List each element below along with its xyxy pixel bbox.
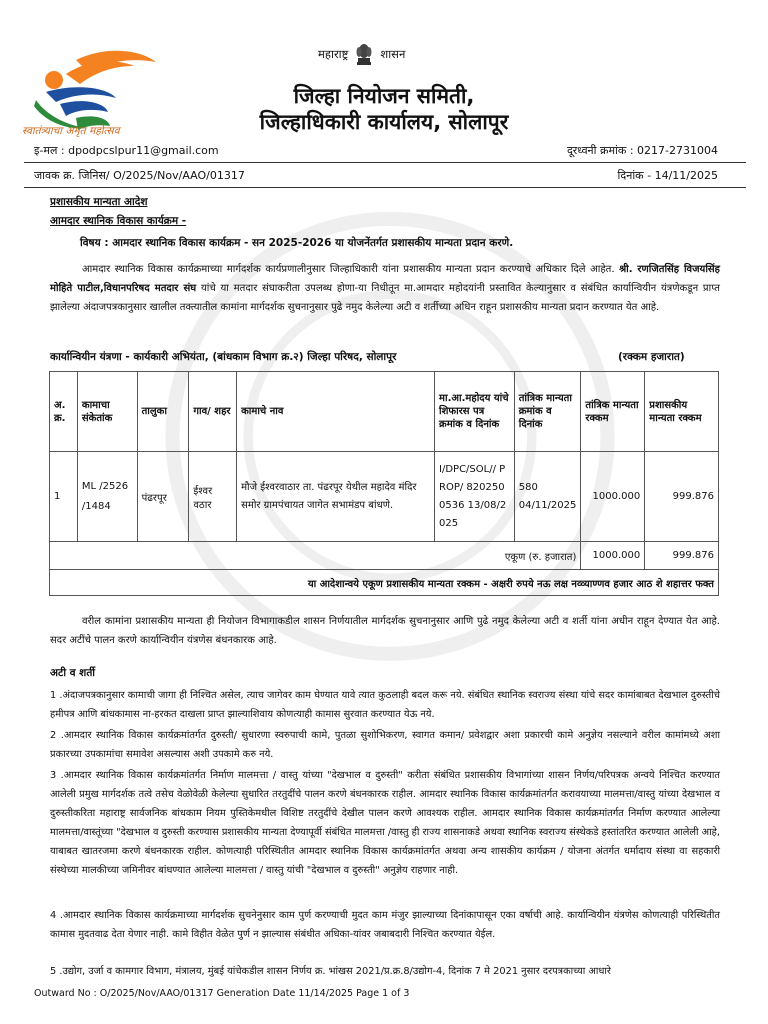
cell-village: ईश्वर वठार [189, 452, 237, 542]
logo-caption: स्वातंत्र्याचा अमृत महोत्सव [22, 125, 120, 137]
table-header-row [50, 372, 719, 452]
phone-line: दूरध्वनी क्रमांक : 0217-2731004 [566, 144, 718, 157]
office-title-line1: जिल्हा नियोजन समिती, [293, 84, 475, 108]
works-table [49, 371, 719, 596]
condition-item: 1 .अंदाजपत्रकानुसार कामाची जागा ही निश्चित असेल, त्याच जागेवर काम घेण्यात यावे त्यात कुठलाही बदल करू नये. संबंधित स्थानिक स्वराज्य संस्था यांचे सदर कामांबाबत देखभाल दुरुस्तीचे हमीपत्र आणि बांधकामास ना-हरकत दाखला प्राप्त झाल्याशिवाय कोणत्याही कामास सुरवात करण्यात येऊ नये. [50, 690, 720, 720]
divider [24, 162, 746, 163]
cell-code: ML /2526 /1484 [77, 452, 137, 542]
state-government-line [318, 40, 405, 68]
amount-in-words: या आदेशान्वये एकूण प्रशासकीय मान्यता रक्कम - अक्षरी रुपये नऊ लक्ष नव्व्याण्णव हजार आठ शे शहात्तर फक्त [50, 570, 719, 596]
header-village: गाव/ शहर [189, 372, 237, 452]
scheme-title: आमदार स्थानिक विकास कार्यक्रम - [50, 215, 187, 227]
total-admin-amount: 999.876 [645, 542, 719, 570]
cell-admin-amount: 999.876 [645, 452, 719, 542]
header-tech-sanction-no: तांत्रिक मान्यता क्रमांक व दिनांक [514, 372, 581, 452]
implementing-agency: कार्यान्वियीन यंत्रणा - कार्यकारी अभियंता, (बांधकाम विभाग क्र.२) जिल्हा परिषद, सोलापूर [50, 351, 397, 363]
intro-text-a: आमदार स्थानिक विकास कार्यक्रमाच्या मार्गदर्शक कार्यप्रणालीनुसार जिल्हाधिकारी यांना प्रशासकीय मान्यता प्रदान करण्याचे अधिकार दिले आहेत. [82, 264, 620, 275]
page-footer: Outward No : O/2025/Nov/AAO/01317 Generation Date 11/14/2025 Page 1 of 3 [34, 988, 410, 999]
after-table-paragraph: वरील कामांना प्रशासकीय मान्यता ही नियोजन विभागाकडील शासन निर्णयातील मार्गदर्शक सुचनानुसार आणि पुढे नमुद केलेल्या अटी व शर्ती यांना अधीन राहून देण्यात येत आहे. सदर अटींचे पालन करणे कार्यान्वियीन यंत्रणेस बंधनकारक आहे. [50, 616, 720, 646]
header-work-name: कामाचे नाव [237, 372, 435, 452]
cell-work-name: मौजे ईश्वरवाठार ता. पंढरपूर येथील महादेव मंदिर समोर ग्रामपंचायत जागेत सभामंडप बांधणे. [237, 452, 435, 542]
header-code: कामाचा संकेतांक [77, 372, 137, 452]
header-recommendation: मा.आ.महोदय यांचे शिफारस पत्र क्रमांक व दिनांक [435, 372, 515, 452]
intro-paragraph [50, 260, 720, 317]
cell-recommendation: I/DPC/SOL// PROP/ 8202500536 13/08/2025 [435, 452, 515, 542]
cell-tech-sanction-no: 580 04/11/2025 [514, 452, 581, 542]
mla-name: श्री. रणजितसिंह विजयसिंह मोहिते पाटील,विधानपरिषद मतदार संघ [50, 264, 720, 294]
condition-item: 3 .आमदार स्थानिक विकास कार्यक्रमांतर्गत निर्माण मालमत्ता / वास्तु यांच्या "देखभाल व दुरुस्ती" करीता संबंधित प्रशासकीय विभागांच्या शासन निर्णय/परिपत्रक अन्वये निश्चित करण्यात आलेली प्रमुख मार्गदर्शक तत्वे तसेच वेळोवेळी केलेल्या सुधारित तरतुदींचे पालन करणे बंधनकारक राहील. आमदार स्थानिक विकास कार्यक्रमांतर्गत करावयाच्या मालमत्ता/वास्तु यांच्या देखभाल व दुरुस्तीकरिता महाराष्ट्र सार्वजनिक बांधकाम नियम पुस्तिकेमधील विशिष्ट तरतुदींचे देखील पालन करणे आवश्यक राहील. आमदार स्थानिक विकास कार्यक्रमांतर्गत निर्माण करण्यात आलेल्या मालमत्ता/वास्तूंच्या "देखभाल व दुरुस्ती करण्यास प्रशासकीय मान्यता देण्यापूर्वी संबंधित मालमत्ता /वास्तु ही राज्य शासनाकडे अथवा स्थानिक स्वराज्य संस्थेकडे हस्तांतरित करण्यात आलेली आहे, याबाबत खातरजमा करणे बंधनकारक राहील. कोणत्याही परिस्थितीत आमदार स्थानिक विकास कार्यक्रमांतर्गत अथवा अन्य शासकीय कार्यक्रम / योजना अंतर्गत धर्मादाय संस्था वा सहकारी संस्थेच्या मालकीच्या जमिनीवर बांधण्यात आलेल्या मालमत्ता / वास्तु यांची "देखभाल व दुरुस्ती" अनुज्ञेय राहणार नाही. [50, 770, 720, 876]
amount-in-words-row [50, 570, 719, 596]
state-name-left: महाराष्ट्र [318, 46, 349, 61]
cell-taluka: पंढरपूर [137, 452, 189, 542]
header-tech-amount: तांत्रिक मान्यता रक्कम [581, 372, 645, 452]
cell-sr: 1 [50, 452, 78, 542]
condition-item: 2 .आमदार स्थानिक विकास कार्यक्रमांतर्गत दुरुस्ती/ सुधारणा स्वरुपाची कामे, पुतळा सुशोभिकरण, स्वागत कमान/ प्रवेशद्वार अशा प्रकारची कामे अनुज्ञेय नसल्याने वरील कामांमध्ये अशा प्रकारच्या उपकामांचा समावेश असल्यास अशी उपकामे करु नये. [50, 730, 720, 760]
total-tech-amount: 1000.000 [581, 542, 645, 570]
condition-item: 5 .उद्योग, उर्जा व कामगार विभाग, मंत्रालय, मुंबई यांचेकडील शासन निर्णय क्र. भांखस 2021/प्र.क्र.8/उद्योग-4, दिनांक 7 मे 2021 नुसार दरपत्रकाच्या आधारे [50, 966, 611, 977]
outward-ref-number: जावक क्र. जिनिस/ O/2025/Nov/AAO/01317 [34, 169, 245, 182]
cell-tech-amount: 1000.000 [581, 452, 645, 542]
header-sr: अ. क्र. [50, 372, 78, 452]
amount-unit: (रक्कम हजारात) [618, 351, 685, 363]
divider [24, 187, 746, 188]
email-line: इ-मल : dpodpcslpur11@gmail.com [34, 144, 219, 157]
order-date: दिनांक - 14/11/2025 [617, 169, 718, 182]
header-taluka: तालुका [137, 372, 189, 452]
header-admin-amount: प्रशासकीय मान्यता रक्कम [645, 372, 719, 452]
total-row [50, 542, 719, 570]
total-label: एकूण (रु. हजारात) [50, 542, 581, 570]
subject-line: विषय : आमदार स्थानिक विकास कार्यक्रम - सन 2025-2026 या योजनेंतर्गत प्रशासकीय मान्यता प्रदान करणे. [80, 237, 514, 249]
intro-text-b: यांचे या मतदार संघाकरीता उपलब्ध होणा-या निधीतून मा.आमदार महोदयांनी प्रस्तावित केल्यानुसार व संबंधित कार्यान्वियीन यंत्रणेकडून प्राप्त झालेल्या अंदाजपत्रकानुसार खालील तक्त्यातील कामांना मार्गदर्शक सुचनानुसार पुढे नमुद केलेल्या अटी व शर्तीच्या अधिन राहून प्रशासकीय मान्यता प्रदान करण्यात येत आहे. [50, 283, 720, 313]
table-row [50, 452, 719, 542]
condition-item: 4 .आमदार स्थानिक विकास कार्यक्रमाच्या मार्गदर्शक सुचनेनुसार काम पुर्ण करण्याची मुदत काम मंजुर झाल्याच्या दिनांकापासून एका वर्षाची आहे. कार्यान्वियीन यंत्रणेस कोणत्याही परिस्थितीत कामास मुदतवाढ देता येणार नाही. कामे विहीत वेळेत पुर्ण न झाल्यास संबंधीत अधिका-यांवर जबाबदारी निश्चित करण्यात येईल. [50, 910, 720, 940]
order-title: प्रशासकीय मान्यता आदेश [50, 196, 148, 208]
conditions-title: अटी व शर्ती [50, 667, 96, 679]
national-emblem-icon [354, 40, 374, 68]
office-title-line2: जिल्हाधिकारी कार्यालय, सोलापूर [259, 110, 509, 134]
state-name-right: शासन [380, 46, 406, 61]
